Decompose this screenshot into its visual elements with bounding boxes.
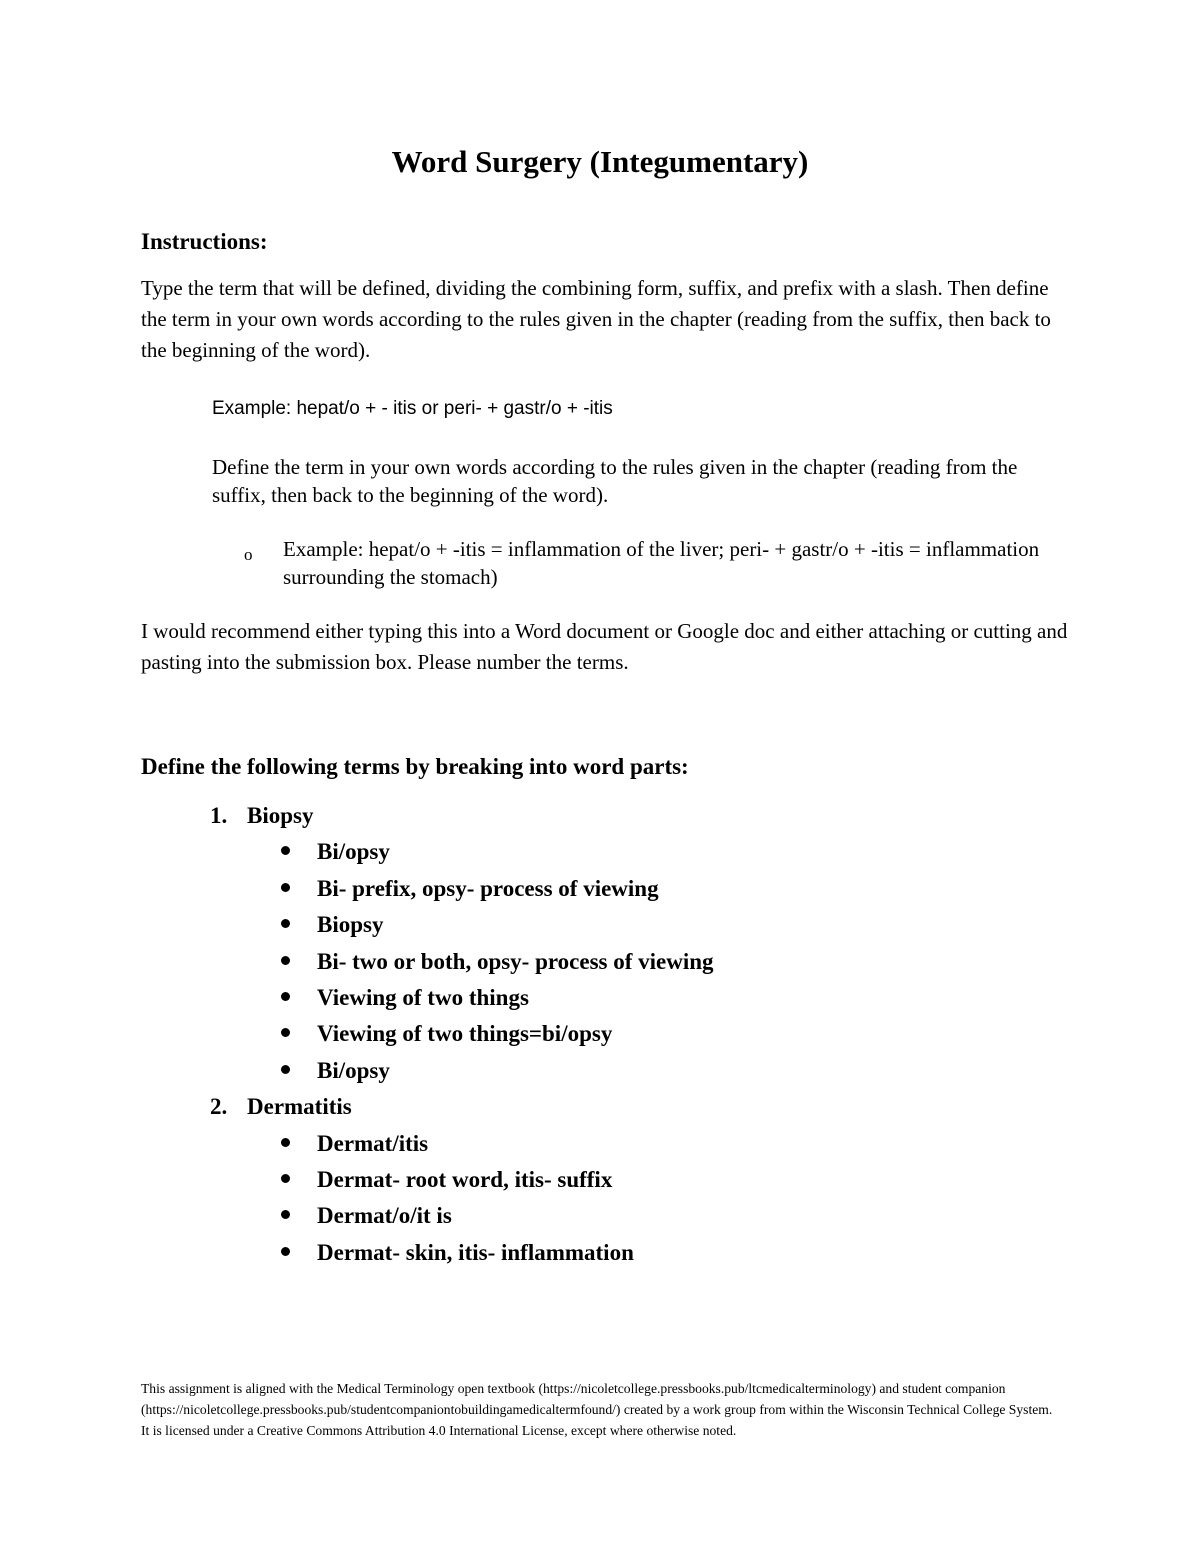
instructions-heading: Instructions: <box>141 229 268 254</box>
bullet-dot-icon <box>281 883 290 892</box>
bullet-dot-icon <box>281 1247 290 1256</box>
bullet-dot-icon <box>281 992 290 1001</box>
bullet-dot-icon <box>281 919 290 928</box>
term-number: 1. <box>210 803 228 828</box>
term-item <box>0 798 1200 834</box>
bullet-dot-icon <box>281 1028 290 1037</box>
bullet-dot-icon <box>281 956 290 965</box>
bullet-item <box>0 834 1200 870</box>
bullet-item <box>0 1235 1200 1271</box>
term-item <box>0 1089 1200 1125</box>
bullet-text: Biopsy <box>317 912 384 938</box>
term-number: 2. <box>210 1094 228 1120</box>
example-line: Example: hepat/o + - itis or peri- + gastr/o + -itis <box>212 398 613 419</box>
bullet-item <box>0 1126 1200 1162</box>
page-title: Word Surgery (Integumentary) <box>391 144 809 179</box>
bullet-item <box>0 980 1200 1016</box>
sub-example-item <box>244 535 1064 591</box>
circle-bullet-icon: o <box>244 545 253 564</box>
license-footer: This assignment is aligned with the Medical Terminology open textbook (https://nicoletcollege.pressbooks.pub/ltcmedicalterminology) and student companion (https://nicoletcollege.pressbooks.pub/studentcompaniontobuildingamedicaltermfound/) created by a work group from within the Wisconsin Technical College System. It is licensed under a Creative Commons Attribution 4.0 International License, except where otherwise noted. <box>141 1381 1053 1438</box>
terms-list <box>0 798 1200 1271</box>
define-terms-heading: Define the following terms by breaking into word parts: <box>141 754 689 779</box>
term-label: Dermatitis <box>247 1094 352 1120</box>
bullet-item <box>0 1016 1200 1052</box>
bullet-item <box>0 944 1200 980</box>
bullet-text: Bi- two or both, opsy- process of viewing <box>317 948 714 974</box>
define-rule-paragraph: Define the term in your own words according to the rules given in the chapter (reading from the suffix, then back to the beginning of the word). <box>212 455 1018 507</box>
bullet-text: Viewing of two things=bi/opsy <box>317 1021 613 1047</box>
bullet-text: Bi/opsy <box>317 839 390 865</box>
bullet-text: Dermat- root word, itis- suffix <box>317 1166 613 1192</box>
bullet-dot-icon <box>281 1065 290 1074</box>
bullet-item <box>0 1198 1200 1234</box>
intro-paragraph: Type the term that will be defined, dividing the combining form, suffix, and prefix with a slash. Then define the term in your own words according to the rules given in the chapter (reading from the suffix, then back to the beginning of the word). <box>141 276 1051 362</box>
bullet-item <box>0 1053 1200 1089</box>
bullet-item <box>0 871 1200 907</box>
recommend-paragraph: I would recommend either typing this into a Word document or Google doc and either attaching or cutting and pasting into the submission box. Please number the terms. <box>141 619 1068 674</box>
bullet-item <box>0 907 1200 943</box>
bullet-dot-icon <box>281 1174 290 1183</box>
bullet-text: Viewing of two things <box>317 984 529 1010</box>
bullet-text: Dermat/itis <box>317 1130 429 1156</box>
sub-example-text: Example: hepat/o + -itis = inflammation of the liver; peri- + gastr/o + -itis = inflammation surrounding the stomach) <box>283 537 1040 589</box>
bullet-text: Dermat/o/it is <box>317 1203 452 1229</box>
bullet-text: Dermat- skin, itis- inflammation <box>317 1239 634 1265</box>
bullet-item <box>0 1162 1200 1198</box>
bullet-text: Bi- prefix, opsy- process of viewing <box>317 875 659 901</box>
bullet-dot-icon <box>281 1210 290 1219</box>
term-label: Biopsy <box>247 803 314 828</box>
bullet-text: Bi/opsy <box>317 1057 390 1083</box>
bullet-dot-icon <box>281 846 290 855</box>
bullet-dot-icon <box>281 1138 290 1147</box>
